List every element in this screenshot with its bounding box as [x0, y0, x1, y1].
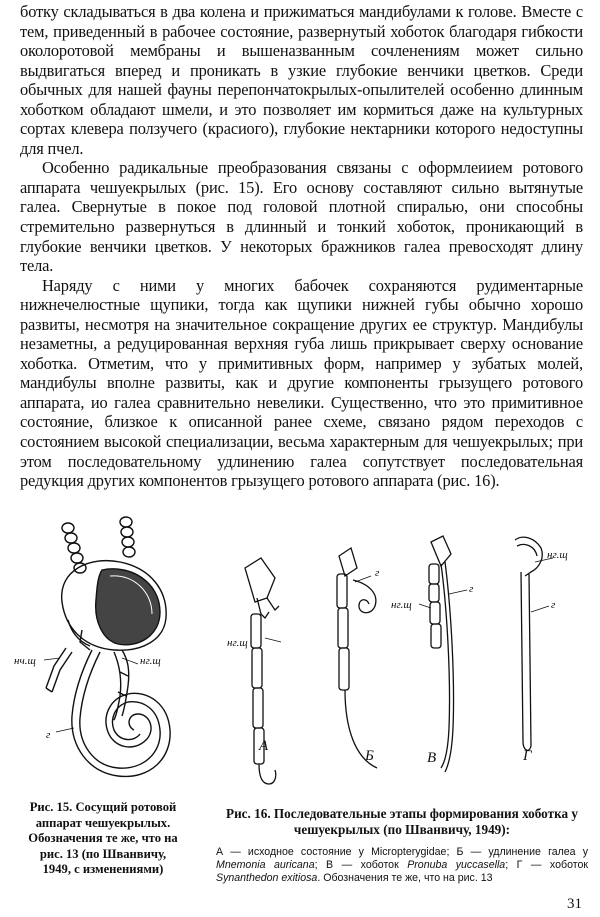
panel-g-drawing: [515, 537, 553, 750]
page-number: 31: [567, 896, 582, 912]
figure-15-caption: Рис. 15. Сосущий ротовой аппарат чешуекрылых. Обозначения те же, что на рис. 13 (по Шванвичу, 1949, с изменениями): [28, 800, 178, 876]
compound-eye: [96, 569, 160, 645]
paragraph-2: Особенно радикальные преобразования связаны с оформлеиием ротового аппарата чешуекрылых (рис. 15). Его основу составляют сильно вытянутые галеа. Свернутые в покое под головой плотной спиралью, они способны стремительно развернуться в длинный и тонкий хоботок, проникающий в глубокие венчики цветков. У некоторых бражников галеа превосходят длину тела.: [20, 158, 583, 276]
fig16-desc-species3: Synanthedon exitiosa: [216, 872, 318, 884]
figure-15-illustration: [10, 510, 200, 795]
fig16-label-v: В: [427, 750, 437, 766]
fig15-label-galea: г: [46, 729, 51, 741]
fig16-desc-part2: ; В — хоботок: [314, 859, 408, 871]
fig16-label-galea-g: г: [551, 599, 556, 611]
fig16-label-palp-g: нг.щ: [547, 549, 568, 561]
fig16-label-palp-v: нг.щ: [391, 599, 412, 611]
panel-v-drawing: [419, 536, 467, 772]
fig16-desc-species2: Pronuba yuccasella: [407, 859, 506, 871]
fig16-desc-species1: Mnemonia auricana: [216, 859, 315, 871]
proboscis-coil: [72, 650, 170, 776]
fig15-label-maxillary-palp: нч.щ: [14, 655, 36, 667]
figure-16-description: [216, 846, 588, 885]
panel-b-drawing: [337, 548, 377, 768]
fig16-label-b: Б: [365, 748, 374, 764]
fig16-label-palp-a: нг.щ: [227, 637, 248, 649]
fig16-label-a: А: [259, 738, 269, 754]
fig16-desc-part3: ; Г — хоботок: [505, 859, 588, 871]
figure-16-illustration: [205, 528, 600, 798]
body-text: [20, 2, 583, 491]
fig16-label-g: Г: [523, 748, 532, 764]
paragraph-3: Наряду с ними у многих бабочек сохраняются рудиментарные нижнечелюстные щупики, тогда как щупики нижней губы обычно хорошо развиты, несмотря на значительное сокращение других ее структур. Мандибулы незаметны, а редуцированная верхняя губа лишь прикрывает сверху основание хоботка. Отметим, что у примитивных форм, например у зубатых молей, мандибулы вполне развиты, как и другие компоненты грызущего ротового аппарата, ио галеа сравнительно невелики. Существенно, что это примитивное состояние, близкое к описанной ранее схеме, связано рядом переходов с состоянием высокой специализации, весьма характерным для чешуекрылых; при этом последовательному удлинению галеа сопутствует последовательная редукция других компонентов грызущего ротового аппарата (рис. 16).: [20, 275, 583, 491]
paragraph-1: ботку складываться в два колена и прижиматься мандибулами к голове. Вместе с тем, приведенный в рабочее состояние, развернутый хоботок благодаря гибкости околоротовой мембраны и вышеназванным сочленениям может сильно выдвигаться вперед и проникать в узкие глубокие венчики цветков. Среди обычных для нашей фауны перепончатокрылых-опылителей особенно длинным хоботком обладают шмели, и это позволяет им кормиться даже на культурных сортах клевера ползучего (красиого), глубокие нектарники которого недоступны для пчел.: [20, 2, 583, 158]
fig16-label-galea-v: г: [469, 583, 474, 595]
fig15-label-labial-palp: нг.щ: [140, 655, 161, 667]
fig16-desc-part4: . Обозначения те же, что на рис. 13: [317, 872, 493, 884]
antenna-right: [120, 517, 135, 557]
fig16-label-galea-b: г: [375, 567, 380, 579]
fig16-desc-part1: А — исходное состояние у Micropterygidae; Б — удлинение галеа у: [216, 846, 588, 858]
figure-16-caption: Рис. 16. Последовательные этапы формирования хоботка у чешуекрылых (по Шванвичу, 1949):: [226, 806, 578, 837]
